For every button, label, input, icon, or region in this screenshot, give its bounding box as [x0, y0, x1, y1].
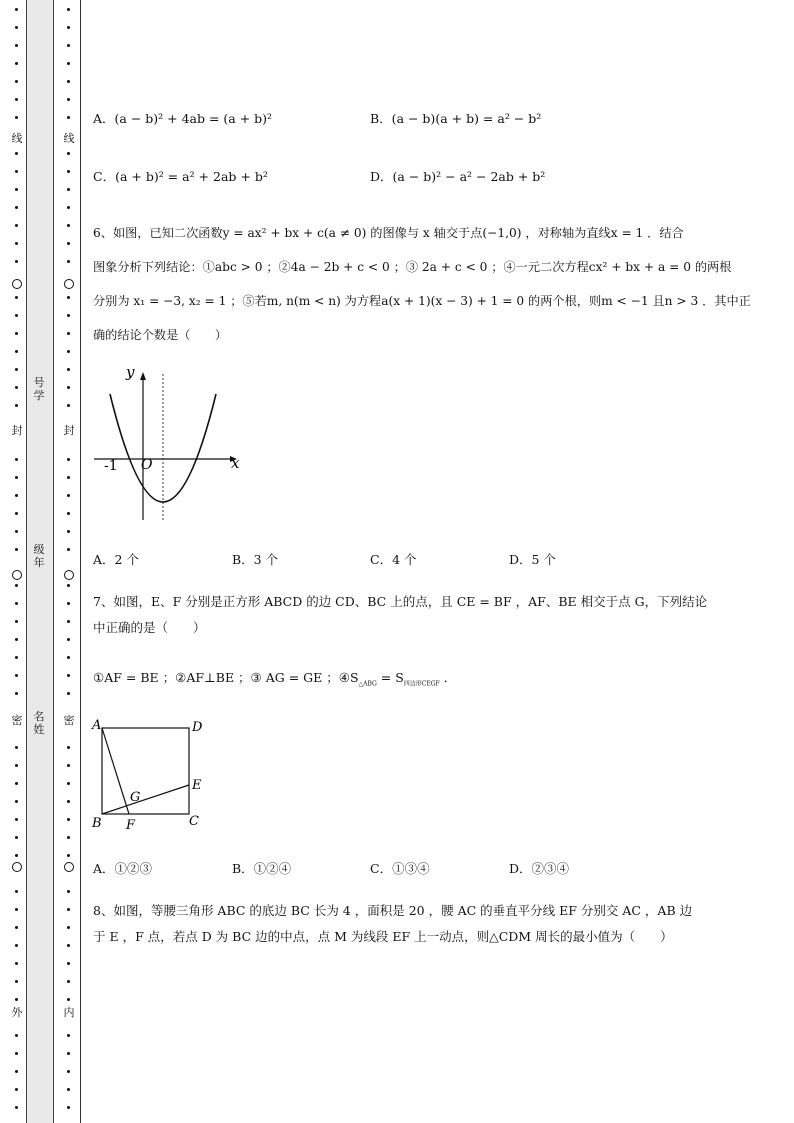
q7-text-line-1: 7、如图，E、F 分别是正方形 ABCD 的边 CD、BC 上的点，且 CE = BF ，AF、BE 相交于点 G，下列结论 — [93, 594, 708, 609]
right-circle-mark — [64, 862, 74, 872]
binding-dot — [15, 890, 18, 893]
q8-text-line-2: 于 E ，F 点，若点 D 为 BC 边的中点，点 M 为线段 EF 上一动点，则△CDM 周长的最小值为（ ） — [93, 929, 673, 944]
label-g: G — [130, 790, 141, 805]
binding-dot — [67, 836, 70, 839]
binding-dot — [67, 692, 70, 695]
right-mark-xian: 线 — [63, 132, 75, 145]
binding-dot — [67, 350, 70, 353]
binding-dot — [15, 1106, 18, 1109]
binding-dot — [15, 638, 18, 641]
binding-dot — [67, 476, 70, 479]
binding-dot — [67, 1088, 70, 1091]
binding-dot — [67, 458, 70, 461]
binding-dot — [15, 1052, 18, 1055]
binding-dot — [67, 854, 70, 857]
left-mark-wai: 外 — [11, 1006, 23, 1019]
q5-option-a: A．(a − b)² + 4ab = (a + b)² — [93, 111, 273, 126]
binding-dot — [67, 638, 70, 641]
q6-text-line-2: 图象分析下列结论：①abc > 0 ；②4a − 2b + c < 0 ；③ 2a + c < 0 ；④一元二次方程cx² + bx + a = 0 的两根 — [93, 260, 732, 274]
label-a: A — [92, 718, 102, 733]
q7-square-figure — [88, 714, 213, 834]
q7-option-b: B．①②④ — [232, 861, 292, 876]
q6-option-c: C．4 个 — [370, 552, 417, 567]
field-student-id: 号 学 — [33, 376, 45, 402]
binding-dot — [15, 386, 18, 389]
binding-dot — [15, 818, 18, 821]
binding-dot — [67, 800, 70, 803]
field-grade: 级 年 — [33, 543, 45, 569]
binding-dot — [67, 8, 70, 11]
label-d: D — [192, 720, 203, 735]
q7-option-d: D．②③④ — [509, 861, 570, 876]
binding-dot — [15, 836, 18, 839]
y-axis-arrow — [140, 372, 146, 380]
left-mark-feng: 封 — [11, 424, 23, 437]
binding-dot — [67, 998, 70, 1001]
binding-dot — [15, 674, 18, 677]
binding-dot — [15, 764, 18, 767]
segment-be — [102, 785, 189, 814]
left-circle-mark — [12, 862, 22, 872]
binding-dot — [15, 476, 18, 479]
q5-option-b: B．(a − b)(a + b) = a² − b² — [370, 111, 542, 126]
binding-dot — [67, 62, 70, 65]
binding-dot — [15, 80, 18, 83]
binding-margin — [0, 0, 82, 1123]
binding-dot — [67, 80, 70, 83]
binding-dot — [15, 620, 18, 623]
binding-dot — [15, 548, 18, 551]
label-e: E — [192, 778, 202, 793]
binding-dot — [67, 260, 70, 263]
left-circle-mark — [12, 570, 22, 580]
binding-dot — [67, 656, 70, 659]
right-circle-mark — [64, 570, 74, 580]
binding-dot — [15, 530, 18, 533]
binding-dot — [67, 206, 70, 209]
binding-dot — [67, 224, 70, 227]
binding-dot — [67, 44, 70, 47]
binding-dot — [67, 530, 70, 533]
binding-dot — [15, 962, 18, 965]
right-circle-mark — [64, 279, 74, 289]
binding-dot — [67, 818, 70, 821]
right-mark-feng: 封 — [63, 424, 75, 437]
binding-dot — [15, 944, 18, 947]
binding-dot — [67, 314, 70, 317]
binding-dot — [15, 854, 18, 857]
binding-dot — [67, 26, 70, 29]
binding-dot — [67, 368, 70, 371]
binding-dot — [67, 1106, 70, 1109]
q5-option-c: C．(a + b)² = a² + 2ab + b² — [93, 169, 268, 184]
right-mark-nei: 内 — [63, 1006, 75, 1019]
left-mark-mi: 密 — [11, 714, 23, 727]
binding-dot — [15, 656, 18, 659]
binding-dot — [67, 620, 70, 623]
binding-dot — [67, 1034, 70, 1037]
binding-dot — [67, 188, 70, 191]
binding-dot — [15, 692, 18, 695]
binding-dot — [15, 170, 18, 173]
neg-one-label: -1 — [104, 458, 118, 474]
x-axis-label: x — [231, 454, 240, 472]
q7-conclusions: ①AF = BE ；②AF⊥BE ；③ AG = GE ；$④S_{\triangle ABG} = S_{四边形CEGF}$ ． — [93, 670, 457, 688]
binding-dot — [67, 242, 70, 245]
q7-option-a: A．①②③ — [93, 861, 153, 876]
binding-dot — [15, 1034, 18, 1037]
binding-dot — [15, 404, 18, 407]
binding-dot — [67, 584, 70, 587]
left-circle-mark — [12, 279, 22, 289]
binding-dot — [67, 890, 70, 893]
binding-dot — [67, 512, 70, 515]
binding-dot — [67, 494, 70, 497]
binding-dot — [15, 980, 18, 983]
q7-text-line-2: 中正确的是（ ） — [93, 620, 206, 635]
binding-dot — [15, 746, 18, 749]
binding-dot — [15, 206, 18, 209]
q7-option-c: C．①③④ — [370, 861, 430, 876]
binding-dot — [67, 962, 70, 965]
binding-dot — [15, 926, 18, 929]
q5-option-d: D．(a − b)² − a² − 2ab + b² — [370, 169, 546, 184]
binding-dot — [15, 908, 18, 911]
binding-dot — [67, 980, 70, 983]
binding-dot — [67, 674, 70, 677]
binding-dot — [15, 1088, 18, 1091]
binding-dot — [67, 602, 70, 605]
label-c: C — [189, 814, 199, 829]
binding-dot — [15, 98, 18, 101]
binding-dot — [67, 1070, 70, 1073]
binding-dot — [67, 152, 70, 155]
binding-dot — [67, 926, 70, 929]
binding-dot — [67, 98, 70, 101]
q6-option-d: D．5 个 — [509, 552, 556, 567]
binding-dot — [15, 152, 18, 155]
binding-dot — [15, 242, 18, 245]
binding-dot — [67, 404, 70, 407]
binding-dot — [15, 584, 18, 587]
binding-dot — [67, 782, 70, 785]
binding-dot — [15, 44, 18, 47]
left-mark-xian: 线 — [11, 132, 23, 145]
binding-dot — [67, 548, 70, 551]
right-mark-mi: 密 — [63, 714, 75, 727]
binding-dot — [15, 998, 18, 1001]
q6-parabola-graph — [90, 362, 250, 527]
field-name: 名 姓 — [33, 710, 45, 736]
binding-dot — [67, 170, 70, 173]
label-b: B — [92, 816, 102, 831]
q6-option-a: A．2 个 — [93, 552, 139, 567]
binding-dot — [15, 368, 18, 371]
origin-label: O — [141, 457, 153, 473]
binding-dot — [67, 1052, 70, 1055]
binding-dot — [15, 350, 18, 353]
binding-dot — [15, 332, 18, 335]
binding-dot — [15, 602, 18, 605]
q6-text-line-4: 确的结论个数是（ ） — [93, 328, 228, 342]
binding-dot — [15, 512, 18, 515]
y-axis-label: y — [126, 363, 135, 381]
q6-text-line-3: 分别为 x₁ = −3, x₂ = 1 ；⑤若m, n(m < n) 为方程a(x + 1)(x − 3) + 1 = 0 的两个根，则m < −1 且n > 3 ．其中正 — [93, 294, 751, 308]
binding-dot — [67, 764, 70, 767]
binding-dot — [15, 314, 18, 317]
binding-dot — [15, 26, 18, 29]
binding-dot — [15, 188, 18, 191]
q6-text-line-1: 6、如图，已知二次函数y = ax² + bx + c(a ≠ 0) 的图像与 x 轴交于点(−1,0) ，对称轴为直线x = 1 ．结合 — [93, 226, 684, 240]
binding-dot — [67, 908, 70, 911]
binding-dot — [15, 782, 18, 785]
binding-dot — [15, 296, 18, 299]
binding-dot — [67, 944, 70, 947]
binding-dot — [67, 296, 70, 299]
segment-af — [102, 728, 129, 814]
subscript-cegf: 四边形CEGF — [403, 680, 440, 688]
binding-dot — [15, 224, 18, 227]
right-dotted-line — [64, 0, 74, 1123]
binding-dot — [15, 116, 18, 119]
binding-border-line — [80, 0, 81, 1123]
q6-option-b: B．3 个 — [232, 552, 279, 567]
q8-text-line-1: 8、如图，等腰三角形 ABC 的底边 BC 长为 4 ，面积是 20 ，腰 AC 的垂直平分线 EF 分别交 AC ，AB 边 — [93, 903, 693, 918]
binding-dot — [67, 386, 70, 389]
binding-dot — [15, 8, 18, 11]
binding-dot — [67, 332, 70, 335]
binding-dot — [15, 800, 18, 803]
binding-dot — [15, 62, 18, 65]
subscript-abg: △ABG — [358, 680, 377, 688]
binding-dot — [15, 458, 18, 461]
binding-dot — [15, 1070, 18, 1073]
binding-dot — [15, 260, 18, 263]
label-f: F — [126, 818, 136, 833]
binding-dot — [67, 746, 70, 749]
binding-dot — [67, 116, 70, 119]
left-dotted-line — [12, 0, 22, 1123]
binding-dot — [15, 494, 18, 497]
